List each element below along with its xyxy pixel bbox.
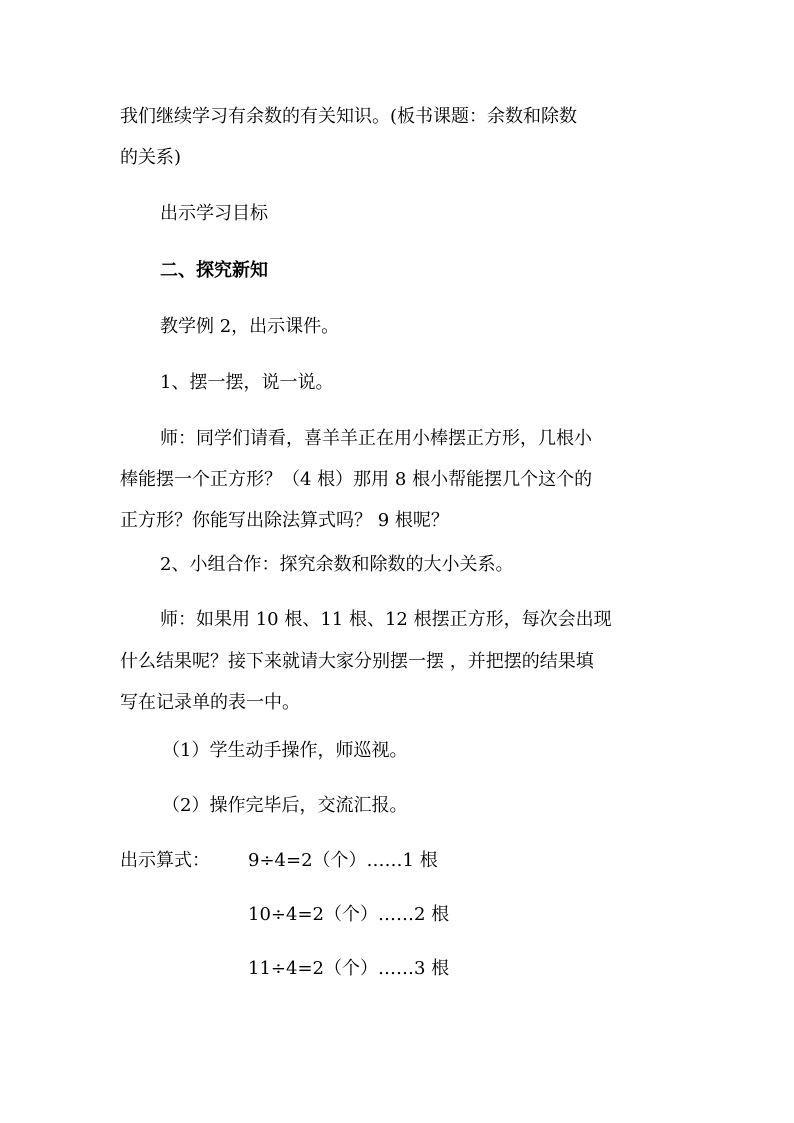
teacher-paragraph-1-line-1: 师：同学们请看，喜羊羊正在用小棒摆正方形，几根小 — [160, 428, 592, 449]
equations-label: 出示算式： — [120, 850, 210, 871]
example-line: 教学例 2，出示课件。 — [160, 316, 340, 337]
section-heading-explore: 二、探究新知 — [160, 260, 268, 281]
teacher-paragraph-1-line-2: 棒能摆一个正方形？（4 根）那用 8 根小帮能摆几个这个的 — [120, 469, 593, 490]
equation-3: 11÷4=2（个）……3 根 — [248, 958, 450, 979]
equation-2: 10÷4=2（个）……2 根 — [248, 904, 450, 925]
step-1-line: 1、摆一摆，说一说。 — [160, 372, 334, 393]
paragraph-intro-line-1: 我们继续学习有余数的有关知识。(板书课题：余数和除数 — [120, 106, 578, 127]
learning-goal-line: 出示学习目标 — [160, 203, 268, 224]
teacher-paragraph-2-line-3: 写在记录单的表一中。 — [120, 692, 300, 713]
teacher-paragraph-2-line-1: 师：如果用 10 根、11 根、12 根摆正方形，每次会出现 — [160, 609, 612, 630]
substep-1-line: （1）学生动手操作，师巡视。 — [162, 740, 408, 761]
equation-1: 9÷4=2（个）……1 根 — [248, 850, 438, 871]
paragraph-intro-line-2: 的关系) — [120, 147, 182, 168]
teacher-paragraph-1-line-3: 正方形？你能写出除法算式吗？ 9 根呢？ — [120, 510, 449, 531]
substep-2-line: （2）操作完毕后，交流汇报。 — [162, 795, 408, 816]
step-2-line: 2、小组合作：探究余数和除数的大小关系。 — [160, 554, 514, 575]
teacher-paragraph-2-line-2: 什么结果呢？接下来就请大家分别摆一摆 ，并把摆的结果填 — [120, 651, 594, 672]
